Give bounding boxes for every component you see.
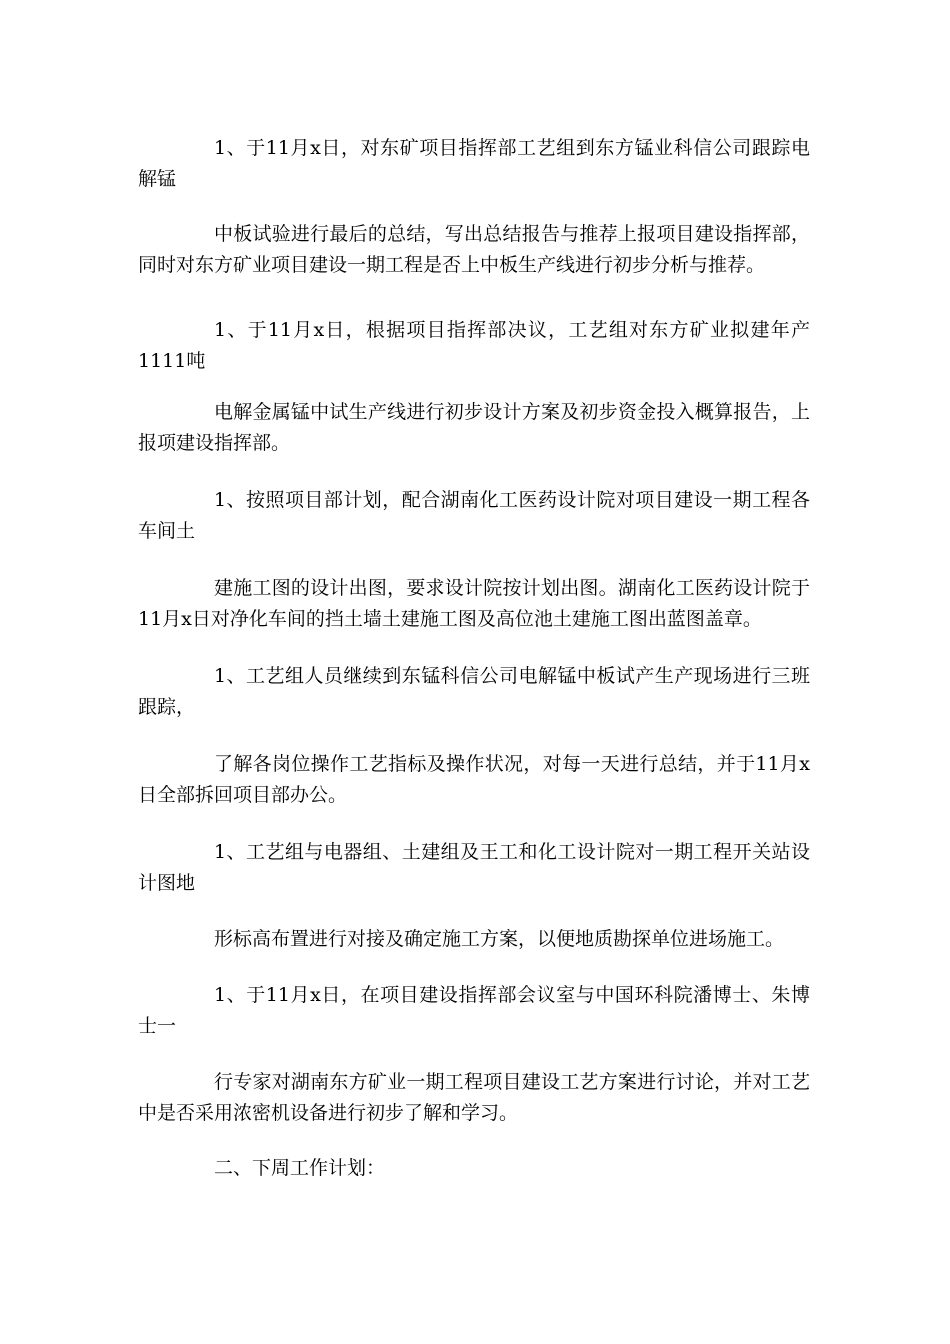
paragraph-11: 1、于11月x日，在项目建设指挥部会议室与中国环科院潘博士、朱博士一: [138, 984, 810, 1037]
section-heading-next-week-plan: 二、下周工作计划：: [214, 1157, 386, 1179]
paragraph-3: 1、于11月x日，根据项目指挥部决议，工艺组对东方矿业拟建年产1111吨: [138, 319, 810, 372]
paragraph-7: 1、工艺组人员继续到东锰科信公司电解锰中板试产生产现场进行三班跟踪，: [138, 665, 810, 718]
paragraph-8: 了解各岗位操作工艺指标及操作状况，对每一天进行总结，并于11月x日全部拆回项目部办公。: [138, 753, 810, 806]
paragraph-12: 行专家对湖南东方矿业一期工程项目建设工艺方案进行讨论，并对工艺中是否采用浓密机设备进行初步了解和学习。: [138, 1071, 810, 1124]
paragraph-9: 1、工艺组与电器组、土建组及王工和化工设计院对一期工程开关站设计图地: [138, 841, 810, 894]
paragraph-6: 建施工图的设计出图，要求设计院按计划出图。湖南化工医药设计院于11月x日对净化车间的挡土墙土建施工图及高位池土建施工图出蓝图盖章。: [138, 577, 810, 630]
paragraph-4: 电解金属锰中试生产线进行初步设计方案及初步资金投入概算报告，上报项建设指挥部。: [138, 401, 810, 454]
paragraph-2: 中板试验进行最后的总结，写出总结报告与推荐上报项目建设指挥部，同时对东方矿业项目建设一期工程是否上中板生产线进行初步分析与推荐。: [138, 223, 810, 276]
paragraph-5: 1、按照项目部计划，配合湖南化工医药设计院对项目建设一期工程各车间土: [138, 489, 810, 542]
paragraph-10: 形标高布置进行对接及确定施工方案，以便地质勘探单位进场施工。: [214, 928, 785, 950]
paragraph-1: 1、于11月x日，对东矿项目指挥部工艺组到东方锰业科信公司跟踪电解锰: [138, 137, 810, 190]
